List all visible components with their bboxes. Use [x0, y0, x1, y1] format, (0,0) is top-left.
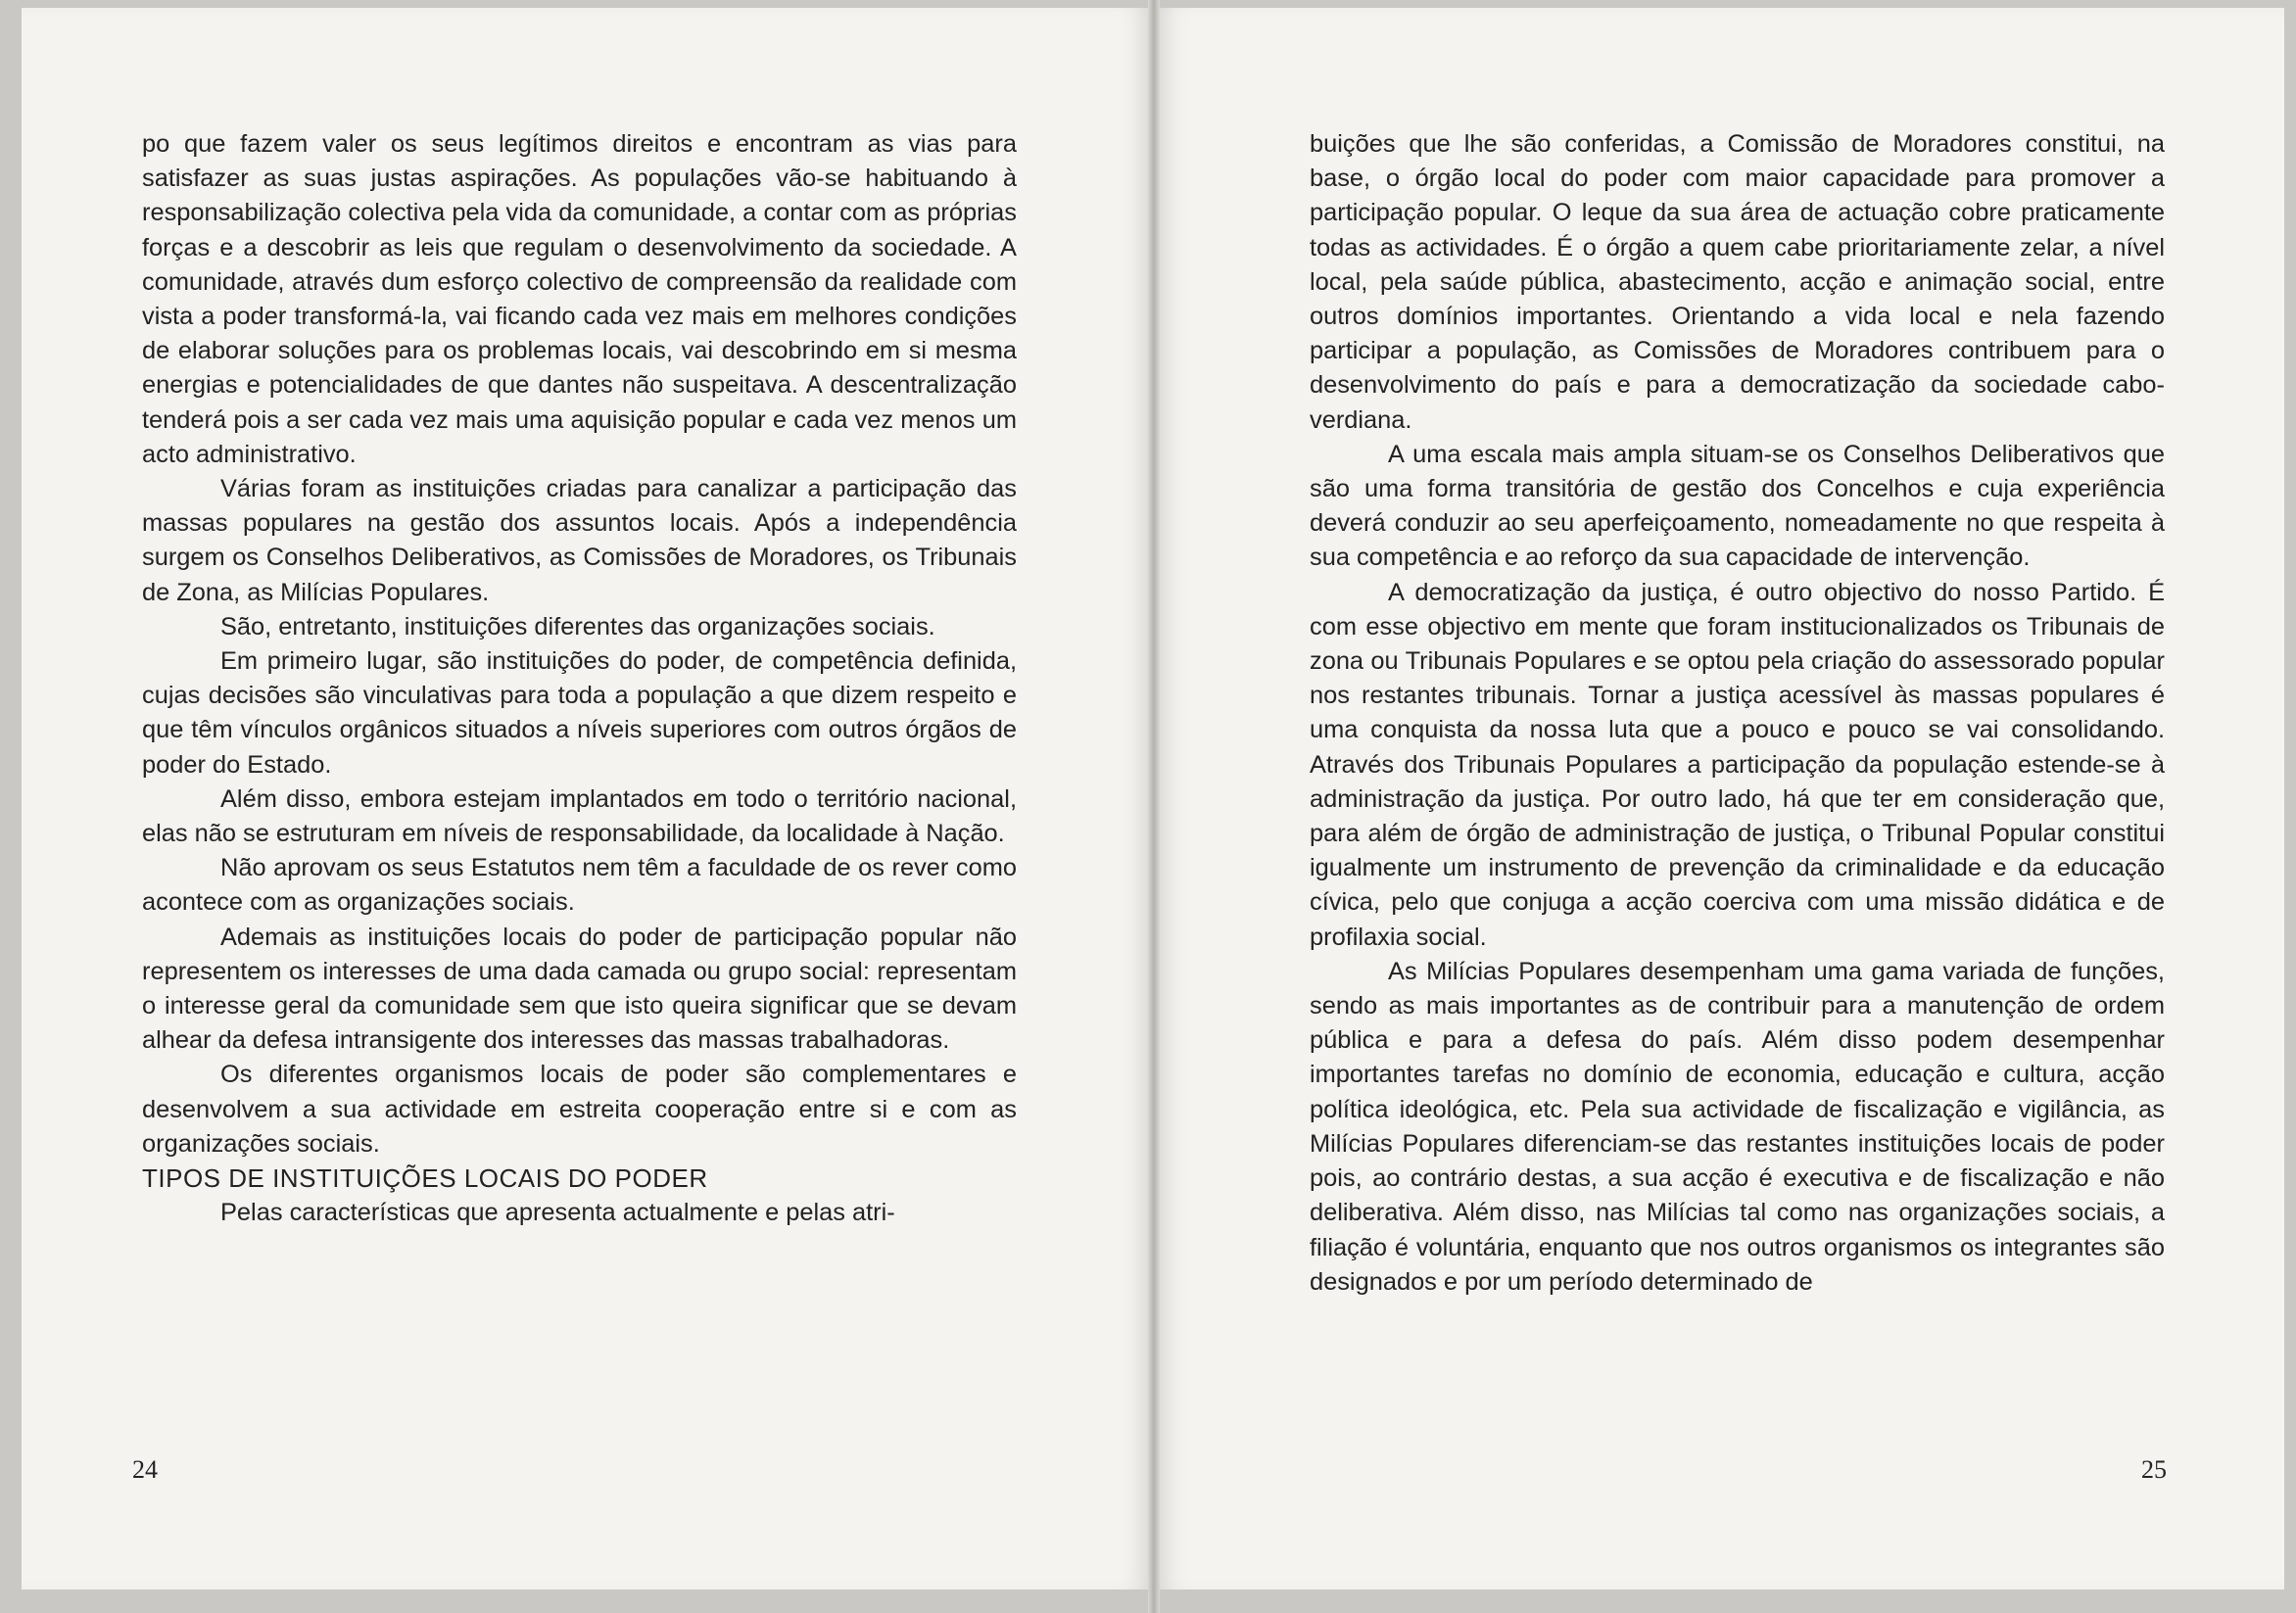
page-number: 24: [132, 1455, 158, 1484]
paragraph: po que fazem valer os seus legítimos direitos e encontram as vias para satisfazer as suas justas aspirações. As populações vão-se habituando à responsabilização colectiva pela vida da comunidade, a contar com as próprias forças e a descobrir as leis que regulam o desenvolvimento da sociedade. A comunidade, através dum esforço colectivo de compreensão da realidade com vista a poder transformá-la, vai ficando cada vez mais em melhores condições de elaborar soluções para os problemas locais, vai descobrindo em si mesma energias e potencialidades de que dantes não suspeitava. A descentralização tenderá pois a ser cada vez mais uma aquisição popular e cada vez menos um acto administrativo.: [142, 130, 1017, 468]
left-page: [22, 8, 1148, 1589]
paragraph: As Milícias Populares desempenham uma gama variada de funções, sendo as mais importantes as de contribuir para a manutenção de ordem pública e para a defesa do país. Além disso podem desempenhar importantes tarefas no domínio de economia, educação e cultura, acção política ideológica, etc. Pela sua actividade de fiscalização e vigilância, as Milícias Populares diferenciam-se das restantes instituições locais de poder pois, ao contrário destas, a sua acção é executiva e de fiscalização e não deliberativa. Além disso, nas Milícias tal como nas organizações sociais, a filiação é voluntária, enquanto que nos outros organismos os integrantes são designados e por um período determinado de: [1310, 957, 2165, 1296]
paragraph: Ademais as instituições locais do poder de participação popular não representem os interesses de uma dada camada ou grupo social: representam o interesse geral da comunidade sem que isto queira significar que se devam alhear da defesa intransigente dos interesses das massas trabalhadoras.: [142, 923, 1017, 1055]
paragraph: Pelas características que apresenta actualmente e pelas atri-: [220, 1199, 895, 1227]
section-heading: TIPOS DE INSTITUIÇÕES LOCAIS DO PODER: [142, 1163, 708, 1194]
left-page-body: [142, 127, 1017, 1231]
paragraph: Além disso, embora estejam implantados em todo o território nacional, elas não se estruturam em níveis de responsabilidade, da localidade à Nação.: [142, 784, 1017, 848]
paragraph: Várias foram as instituições criadas para canalizar a participação das massas populares na gestão dos assuntos locais. Após a independência surgem os Conselhos Deliberativos, as Comissões de Moradores, os Tribunais de Zona, as Milícias Populares.: [142, 475, 1017, 606]
paragraph: A democratização da justiça, é outro objectivo do nosso Partido. É com esse objectivo em mente que foram institucionalizados os Tribunais de zona ou Tribunais Populares e se optou pela criação do assessorado popular nos restantes tribunais. Tornar a justiça acessível às massas populares é uma conquista da nossa luta que a pouco e pouco se vai consolidando. Através dos Tribunais Populares a participação da população estende-se à administração da justiça. Por outro lado, há que ter em consideração que, para além de órgão de administração de justiça, o Tribunal Popular constitui igualmente um instrumento de prevenção da criminalidade e da educação cívica, pelo que conjuga a acção coerciva com uma missão didática e de profilaxia social.: [1310, 578, 2165, 951]
paragraph: buições que lhe são conferidas, a Comissão de Moradores constitui, na base, o órgão local do poder com maior capacidade para promover a participação popular. O leque da sua área de actuação cobre praticamente todas as actividades. É o órgão a quem cabe prioritariamente zelar, a nível local, pela saúde pública, abastecimento, acção e animação social, entre outros domínios importantes. Orientando a vida local e nela fazendo participar a população, as Comissões de Moradores contribuem para o desenvolvimento do país e para a democratização da sociedade cabo-verdiana.: [1310, 130, 2165, 434]
paragraph: Os diferentes organismos locais de poder são complementares e desenvolvem a sua actividade em estreita cooperação entre si e com as organizações sociais.: [142, 1061, 1017, 1158]
right-page: [1160, 8, 2284, 1589]
paragraph: São, entretanto, instituições diferentes das organizações sociais.: [220, 612, 935, 640]
page-number: 25: [2141, 1455, 2167, 1484]
right-page-body: [1310, 127, 2165, 1300]
paragraph: A uma escala mais ampla situam-se os Conselhos Deliberativos que são uma forma transitória de gestão dos Concelhos e cuja experiência deverá conduzir ao seu aperfeiçoamento, nomeadamente no que respeita à sua competência e ao reforço da sua capacidade de intervenção.: [1310, 440, 2165, 572]
book-gutter: [1148, 0, 1160, 1613]
paragraph: Não aprovam os seus Estatutos nem têm a faculdade de os rever como acontece com as organizações sociais.: [142, 854, 1017, 917]
paragraph: Em primeiro lugar, são instituições do poder, de competência definida, cujas decisões são vinculativas para toda a população a que dizem respeito e que têm vínculos orgânicos situados a níveis superiores com outros órgãos de poder do Estado.: [142, 647, 1017, 779]
